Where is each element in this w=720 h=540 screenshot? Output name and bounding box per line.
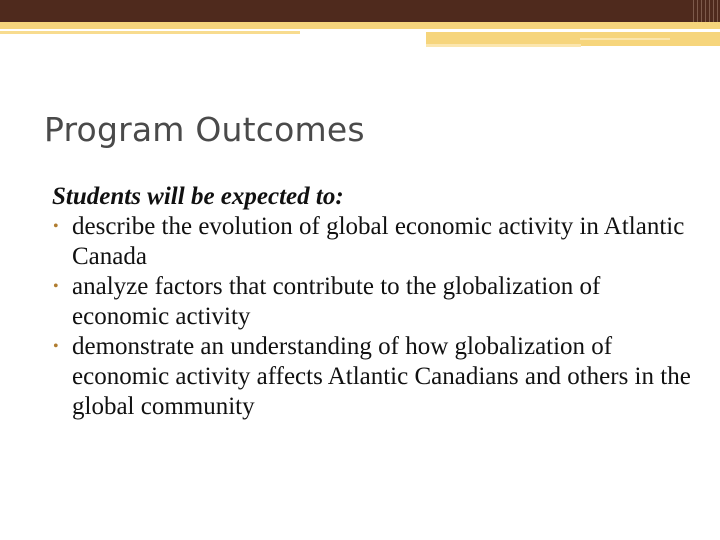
accent-line (0, 22, 720, 29)
bullet-item (52, 212, 702, 272)
bullet-text: analyze factors that contribute to the globalization of economic activity (72, 273, 601, 330)
bullet-dot: • (53, 218, 59, 235)
accent-strip-right-lower (426, 44, 581, 47)
accent-strip-right-thin (580, 38, 670, 40)
slide-body (52, 182, 702, 422)
lead-text: Students will be expected to: (52, 183, 344, 210)
accent-strip-left (0, 31, 300, 34)
header-bar-texture (690, 0, 720, 22)
bullet-text: describe the evolution of global economic activity in Atlantic Canada (72, 213, 685, 270)
bullet-item (52, 272, 702, 332)
slide-title: Program Outcomes (44, 110, 365, 149)
bullet-list (52, 212, 702, 422)
bullet-dot: • (53, 338, 59, 355)
bullet-text: demonstrate an understanding of how globalization of economic activity affects Atlantic Canadians and others in the global community (72, 333, 691, 420)
bullet-dot: • (53, 278, 59, 295)
bullet-item (52, 332, 702, 422)
header-bar (0, 0, 720, 22)
